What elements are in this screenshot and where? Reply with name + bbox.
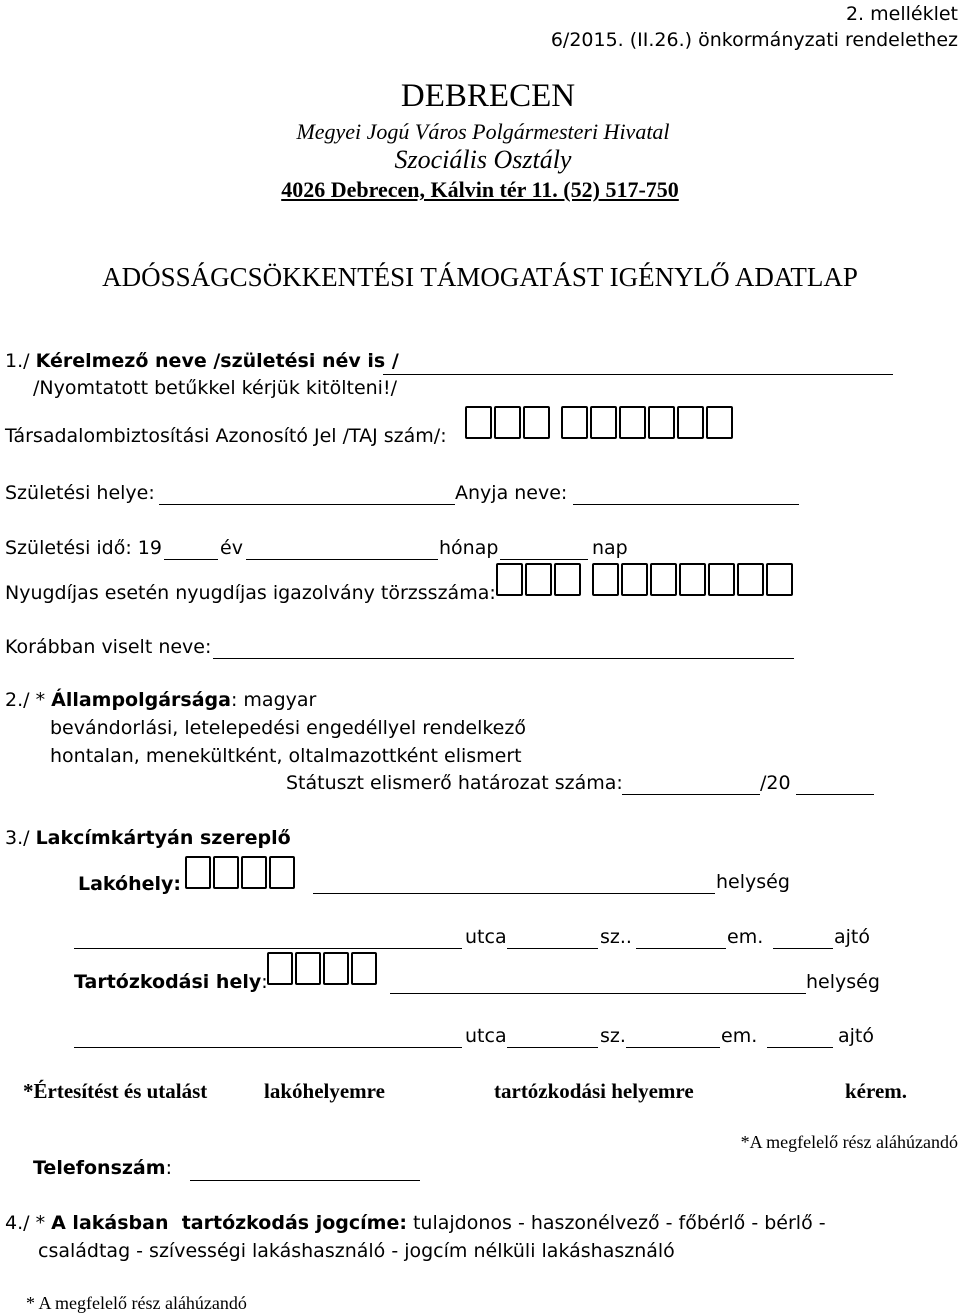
stay-number-field[interactable] <box>507 1047 598 1048</box>
notify-label: *Értesítést és utalást <box>23 1079 208 1103</box>
citizenship-option-refugee[interactable]: hontalan, menekültként, oltalmazottként elismert <box>50 745 522 767</box>
postcode-box[interactable] <box>213 856 239 889</box>
pension-box[interactable] <box>679 563 706 596</box>
former-name-label: Korábban viselt neve: <box>5 636 212 658</box>
phone-field[interactable] <box>190 1180 420 1181</box>
pension-box[interactable] <box>766 563 793 596</box>
stay-door-label: ajtó <box>838 1025 874 1047</box>
taj-box[interactable] <box>465 406 492 439</box>
section-2-number: 2./ * <box>5 689 52 711</box>
tenure-options-line1[interactable]: tulajdonos - haszonélvező - főbérlő - bérlő - <box>406 1212 826 1234</box>
taj-boxes[interactable] <box>465 406 735 439</box>
section-4-number: 4./ * <box>5 1212 52 1234</box>
pension-label: Nyugdíjas esetén nyugdíjas igazolvány törzsszáma: <box>5 582 496 604</box>
applicant-name-field[interactable] <box>383 374 893 375</box>
notify-end: kérem. <box>845 1079 908 1103</box>
status-decision-label: Státuszt elismerő határozat száma: <box>286 772 623 794</box>
taj-box[interactable] <box>706 406 733 439</box>
address-card-text: Lakcímkártyán szereplő <box>35 827 291 849</box>
residence-city-suffix: helység <box>716 871 790 893</box>
office-address: 4026 Debrecen, Kálvin tér 11. (52) 517-750 <box>281 177 679 202</box>
day-label: nap <box>592 537 628 559</box>
pension-box[interactable] <box>496 563 523 596</box>
month-label: hónap <box>439 537 499 559</box>
stay-street-label: utca <box>465 1025 507 1047</box>
section-1-number: 1./ <box>5 350 36 372</box>
stay-floor-label: em. <box>721 1025 758 1047</box>
status-year-field[interactable] <box>796 794 874 795</box>
stay-floor-field[interactable] <box>626 1047 720 1048</box>
office-name: Megyei Jogú Város Polgármesteri Hivatal <box>296 119 670 144</box>
footnote-underline: *A megfelelő rész aláhúzandó <box>740 1132 958 1152</box>
stay-door-field[interactable] <box>767 1047 833 1048</box>
residence-street-field[interactable] <box>74 948 462 949</box>
taj-box[interactable] <box>677 406 704 439</box>
postcode-box[interactable] <box>351 952 377 985</box>
citizenship-option-hungarian[interactable]: : magyar <box>230 689 317 711</box>
residence-door-label: ajtó <box>834 926 870 948</box>
taj-box[interactable] <box>619 406 646 439</box>
residence-floor-field[interactable] <box>636 948 726 949</box>
department-name: Szociális Osztály <box>394 145 572 174</box>
stay-text: Tartózkodási hely <box>74 971 262 993</box>
postcode-box[interactable] <box>323 952 349 985</box>
phone-text: Telefonszám <box>33 1157 166 1179</box>
stay-city-suffix: helység <box>806 971 880 993</box>
address-card-label <box>5 827 291 849</box>
pension-box[interactable] <box>621 563 648 596</box>
birth-day-field[interactable] <box>500 559 588 560</box>
tenure-text: A lakásban tartózkodás jogcíme: <box>51 1212 407 1234</box>
pension-box[interactable] <box>525 563 552 596</box>
former-name-field[interactable] <box>213 658 794 659</box>
taj-box[interactable] <box>590 406 617 439</box>
pension-box[interactable] <box>708 563 735 596</box>
postcode-box[interactable] <box>185 856 211 889</box>
form-title: ADÓSSÁGCSÖKKENTÉSI TÁMOGATÁST IGÉNYLŐ ADATLAP <box>102 262 858 292</box>
residence-floor-label: em. <box>727 926 764 948</box>
bottom-footnote: * A megfelelő rész aláhúzandó <box>26 1293 247 1313</box>
birth-month-field[interactable] <box>246 559 438 560</box>
taj-box[interactable] <box>561 406 588 439</box>
stay-number-label: sz. <box>600 1025 626 1047</box>
pension-box[interactable] <box>554 563 581 596</box>
citizenship-option-permit[interactable]: bevándorlási, letelepedési engedéllyel rendelkező <box>50 717 526 739</box>
taj-box[interactable] <box>494 406 521 439</box>
applicant-name-text: Kérelmező neve /születési név is / <box>35 350 399 372</box>
section-3-number: 3./ <box>5 827 36 849</box>
tenure-options-line2[interactable]: családtag - szívességi lakáshasználó - jogcím nélküli lakáshasználó <box>38 1240 675 1262</box>
status-year-prefix: /20 <box>760 772 791 794</box>
tenure-label <box>5 1212 826 1234</box>
stay-label <box>74 971 268 993</box>
birthplace-field[interactable] <box>159 504 455 505</box>
residence-postcode-boxes[interactable] <box>185 856 297 889</box>
citizenship-label <box>5 689 316 711</box>
stay-postcode-boxes[interactable] <box>267 952 379 985</box>
pension-boxes[interactable] <box>496 563 795 596</box>
pension-box[interactable] <box>737 563 764 596</box>
annex-regulation: 6/2015. (II.26.) önkormányzati rendelethez <box>550 29 958 51</box>
year-label: év <box>220 537 243 559</box>
status-decision-number-field[interactable] <box>622 794 760 795</box>
pension-box[interactable] <box>592 563 619 596</box>
phone-label <box>33 1157 172 1179</box>
residence-city-field[interactable] <box>313 893 715 894</box>
mother-name-label: Anyja neve: <box>455 482 568 504</box>
taj-box[interactable] <box>648 406 675 439</box>
notify-option-stay[interactable]: tartózkodási helyemre <box>494 1079 694 1103</box>
stay-street-field[interactable] <box>74 1047 462 1048</box>
taj-label: Társadalombiztosítási Azonosító Jel /TAJ szám/: <box>5 425 447 447</box>
annex-number: 2. melléklet <box>845 3 958 25</box>
taj-box[interactable] <box>523 406 550 439</box>
birthdate-label: Születési idő: 19 <box>5 537 162 559</box>
residence-street-label: utca <box>465 926 507 948</box>
stay-colon: : <box>261 971 268 993</box>
birthplace-label: Születési helye: <box>5 482 155 504</box>
residence-label: Lakóhely: <box>78 873 182 895</box>
residence-door-field[interactable] <box>773 948 833 949</box>
phone-colon: : <box>165 1157 172 1179</box>
city-name: DEBRECEN <box>400 78 576 114</box>
pension-box[interactable] <box>650 563 677 596</box>
residence-number-label: sz.. <box>600 926 632 948</box>
postcode-box[interactable] <box>269 856 295 889</box>
citizenship-text: Állampolgársága <box>51 689 231 711</box>
residence-number-field[interactable] <box>507 948 598 949</box>
postcode-box[interactable] <box>295 952 321 985</box>
postcode-box[interactable] <box>241 856 267 889</box>
print-note: /Nyomtatott betűkkel kérjük kitölteni!/ <box>33 377 397 399</box>
applicant-name-label <box>5 350 399 372</box>
stay-city-field[interactable] <box>390 993 806 994</box>
birth-year-field[interactable] <box>164 559 218 560</box>
notify-option-residence[interactable]: lakóhelyemre <box>264 1079 385 1103</box>
mother-name-field[interactable] <box>573 504 799 505</box>
postcode-box[interactable] <box>267 952 293 985</box>
